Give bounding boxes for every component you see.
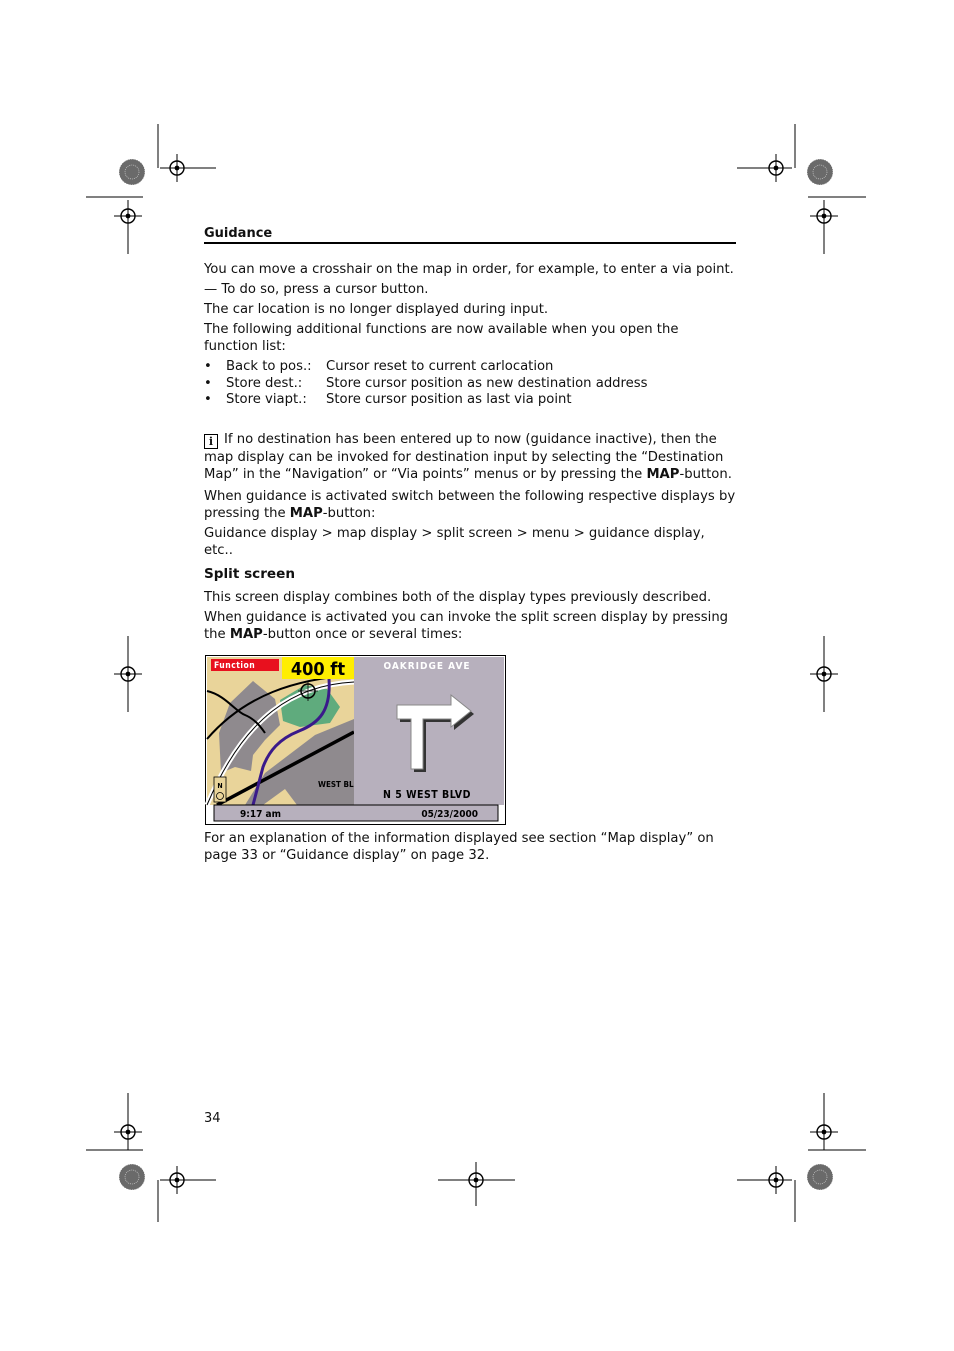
reference-paragraph: For an explanation of the information displayed see section “Map display” on page 33 or “Guidance display” on page 32. bbox=[204, 831, 714, 863]
current-street-label: N 5 WEST BLVD bbox=[383, 789, 471, 801]
function-description: Store cursor position as new destination address bbox=[326, 376, 648, 391]
map-street-label: WEST BL bbox=[318, 780, 354, 789]
split-screen-paragraph-2: When guidance is activated you can invoke the split screen display by pressing the MAP-button once or several times: bbox=[204, 610, 729, 642]
intro-paragraph-3: The following additional functions are now available when you open the function list: bbox=[204, 322, 679, 354]
function-key: Back to pos.: bbox=[226, 359, 312, 374]
guidance-panel bbox=[354, 657, 504, 805]
intro-paragraph: You can move a crosshair on the map in order, for example, to enter a via point. bbox=[204, 262, 734, 277]
distance-readout: 400 ft bbox=[290, 659, 346, 680]
cycle-paragraph: When guidance is activated switch between the following respective displays by pressing the MAP-button: bbox=[204, 489, 736, 521]
info-note: i If no destination has been entered up to now (guidance inactive), then the map display can be invoked for destination input by selecting the “Destination Map” in the “Navigation” or “Via points” menus or by pressing the MAP-button. bbox=[204, 432, 732, 482]
cycle-sequence: Guidance display > map display > split screen > menu > guidance display, etc.. bbox=[204, 526, 705, 558]
intro-paragraph-2: The car location is no longer displayed during input. bbox=[204, 302, 549, 317]
header-rule bbox=[204, 242, 736, 244]
split-screen-display bbox=[205, 655, 506, 825]
page-number: 34 bbox=[204, 1111, 221, 1126]
split-screen-paragraph: This screen display combines both of the display types previously described. bbox=[204, 590, 712, 605]
section-header: Guidance bbox=[204, 226, 273, 241]
function-description: Store cursor position as last via point bbox=[326, 392, 572, 407]
intro-dash-item: — To do so, press a cursor button. bbox=[204, 282, 429, 297]
date-readout: 05/23/2000 bbox=[421, 809, 478, 820]
clock-readout: 9:17 am bbox=[240, 809, 281, 820]
function-key: Store viapt.: bbox=[226, 392, 307, 407]
info-icon: i bbox=[204, 434, 218, 449]
function-description: Cursor reset to current carlocation bbox=[326, 359, 554, 374]
split-screen-heading: Split screen bbox=[204, 566, 296, 582]
next-street-label: OAKRIDGE AVE bbox=[383, 661, 471, 672]
function-key: Store dest.: bbox=[226, 376, 303, 391]
function-label: Function bbox=[214, 661, 256, 671]
compass-icon: N bbox=[217, 782, 223, 790]
